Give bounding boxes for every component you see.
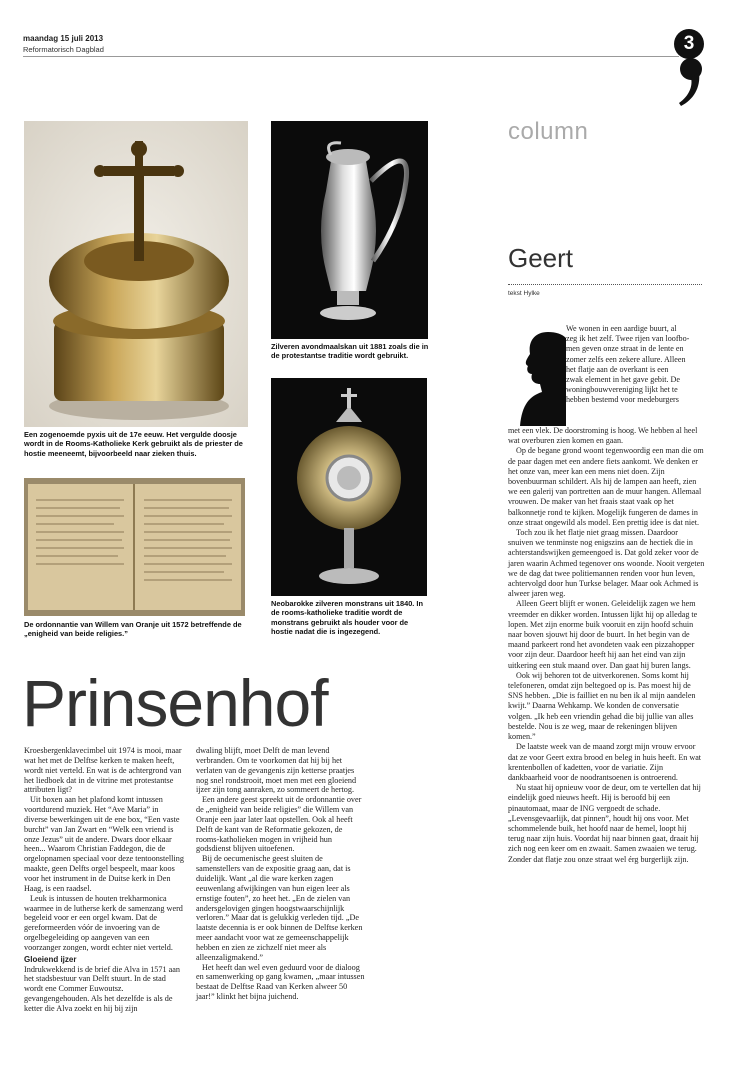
article-paragraph: Een andere geest spreekt uit de ordonnantie over de „enigheid van beide religies” die Willem van Oranje een jaar later laat opstellen. Ook al heeft Delft de kant van de Reformatie gekozen, de rooms-katholieken mogen in vrijheid hun godsdienst blijven uitoefenen.	[196, 795, 362, 854]
pyxis-photo	[24, 121, 248, 427]
article-paragraph: Het heeft dan wel even geduurd voor de dialoog en samenwerking op gang kwamen, „maar intussen bestaat de Delftse Raad van Kerken alweer 50 jaar!” klinkt het bijna juichend.	[196, 962, 365, 1002]
column-title: Geert	[508, 243, 574, 273]
ordinance-caption: De ordonnantie van Willem van Oranje uit 1572 betreffende de „enigheid van beide religies.”	[24, 620, 242, 639]
issue-date: maandag 15 juli 2013	[23, 34, 104, 43]
article-subhead: Gloeiend ijzer	[24, 954, 77, 964]
jug-photo	[271, 121, 428, 339]
article-paragraph: Uit boxen aan het plafond komt intussen voortdurend muziek. Het “Ave Maria” in diverse bewerkingen uit de ene box, “Een vaste burcht” van Jan Zwart en “Welk een vriend is onze Jezus” uit de andere. Dwars door elkaar heen... Waarom Christian Faddegon, die de orgelopnamen speciaal voor deze tentoonstelling maakte, geen Delfts orgel bespeelt, maar koos voor het instrument in de Duitse kerk in Den Haag, is een raadsel.	[24, 795, 184, 893]
article-headline: Prinsenhof	[22, 666, 328, 740]
column-paragraph: Nu staat hij opnieuw voor de deur, om te vertellen dat hij eindelijk goed nieuws heeft. Hij is beroofd bij een pinautomaat, maar de ING vergoedt de schade. „Levensgevaarlijk, dat pinnen”, houdt hij ons voor. Met schommelende buik, het hoofd naar de hemel, loopt hij terug naar zijn huis. Voordat hij naar binnen gaat, draait hij zich nog een keer om en zwaait. Samen zwaaien we terug. Zonder dat flatje zou onze straat wel érg burgerlijk zijn.	[508, 783, 701, 864]
column-line: het flatje aan de overkant is een	[566, 364, 669, 374]
article-column-1	[24, 746, 184, 1014]
column-line: hebben bestemd voor medeburgers	[566, 395, 679, 405]
column-line: We wonen in een aardige buurt, al	[566, 324, 677, 333]
column-line: woningbouwvereniging lijkt het te	[566, 385, 678, 395]
column-line: zeg ik het zelf. Twee rijen van loofbo-	[566, 334, 690, 344]
column-body	[508, 426, 705, 865]
author-silhouette-icon	[520, 330, 566, 426]
article-paragraph: Leuk is intussen de houten trekharmonica waarmee in de lutherse kerk de samenzang werd begeleid voor er een orgel kwam. Dat de gereformeerden vóór de invoering van de orgelbegeleiding op aangeven van een voorzanger zongen, wordt echter niet verteld.	[24, 893, 183, 952]
article-paragraph: dwaling blijft, moet Delft de man levend verbranden. Om te voorkomen dat hij bij het verlaten van de gevangenis zijn ketterse praatjes nog snel rondstrooit, moet men met een gloeiend ijzer zijn tong aanraken, zo sommeert de hertog.	[196, 746, 357, 795]
header-rule	[23, 56, 679, 57]
column-paragraph: De laatste week van de maand zorgt mijn vrouw ervoor dat ze voor Geert extra brood en beleg in huis heeft. En wat krentenbollen of kadetten, voor de variatie. Zijn dankbaarheid voor de noodrantsoenen is ontroerend.	[508, 742, 702, 782]
newspaper-name: Reformatorisch Dagblad	[23, 45, 104, 54]
column-paragraph: Toch zou ik het flatje niet graag missen. Daardoor snuiven we tenminste nog enigszins aan de hectiek die in achterstandswijken gemeengoed is. Dat gold zeker voor de jaren waarin Achmed tegenover ons woonde. Nooit vergeten we de dag dat twee politiemannen renden voor hun leven, achtervolgd door hun Turkse belager. Maar ook Achmed is alweer jaren weg.	[508, 528, 705, 599]
page-number: 3	[674, 29, 704, 59]
jug-caption: Zilveren avondmaalskan uit 1881 zoals die in de protestantse traditie wordt gebruikt.	[271, 342, 429, 361]
pyxis-caption: Een zogenoemde pyxis uit de 17e eeuw. Het vergulde doosje wordt in de Rooms-Katholieke Kerk gebruikt als de priester de hostie meeneemt, bijvoorbeeld naar zieken thuis.	[24, 430, 243, 458]
column-line: zwak element in het gave gebit. De	[566, 375, 680, 385]
article-column-2	[196, 746, 366, 1002]
column-paragraph: Op de begane grond woont tegenwoordig een man die om de paar dagen met een andere fiets aankomt. We denken er het onze van, meer kan een mens niet doen. Zijn bovenbuurman schildert. Als hij de lampen aan heeft, zien we een galerij van portretten aan de muur hangen. Allemaal vrouwen. De maker van het fraais staat vaak op het balkonnetje rond te kijken. Mogelijk fungeren de dames in onze straat ongewild als model. Een prettig idee is dat niet.	[508, 446, 704, 527]
article-paragraph: Kroesbergenklavecimbel uit 1974 is mooi, maar wat het met de Delftse kerken te maken heeft, wordt niet verteld. En wat is de achtergrond van het liedboek dat in de vitrine met protestantse attributen ligt?	[24, 746, 182, 795]
column-paragraph: Alleen Geert blijft er wonen. Geleidelijk zagen we hem vreemder en dikker worden. Intussen lijkt hij op alledag te lopen. Met zijn enorme buik vooruit en zijn hoofd schuin naar boven sjouwt hij door de buurt. In het begin van de maand parkeert rond het avondeten vaak een pizzahopper voor zijn deur. Daardoor heeft hij aan het eind van zijn uitkering een stuk maand over. Dan gaat hij buren langs.	[508, 599, 698, 670]
comma-logo-icon	[677, 58, 703, 108]
monstrance-photo	[271, 378, 427, 596]
article-paragraph: Bij de oecumenische geest sluiten de samenstellers van de expositie graag aan, dat is duidelijk. Want „al die ware kerken zagen eeuwenlang afwijkingen van hun eigen leer als ernstige fouten”, zo heet het. „En de zielen van andersgelovigen gingen hoogstwaarschijnlijk verloren.” Maar dat is gelukkig verleden tijd. „De laatste decennia is er ook binnen de Delftse kerken meer aandacht voor wat ze gemeenschappelijk hebben en zien ze zichzelf niet meer als alleenzaligmakend.”	[196, 854, 363, 962]
column-line: zomer zelfs een zekere allure. Alleen	[566, 354, 686, 364]
column-intro-lines	[566, 324, 706, 406]
column-divider	[508, 284, 702, 285]
column-line: men geven onze straat in de lente en	[566, 344, 684, 354]
ordinance-photo	[24, 478, 245, 616]
monstrance-caption: Neobarokke zilveren monstrans uit 1840. In de rooms-katholieke traditie wordt de monstrans gebruikt als houder voor de hostie nadat die is ingezegend.	[271, 599, 423, 636]
column-author: tekst Hylke	[508, 290, 540, 297]
column-label: column	[508, 118, 589, 145]
column-paragraph: Ook wij behoren tot de uitverkorenen. Soms komt hij telefoneren, omdat zijn beltegoed op is. Pas moest hij de SNS hebben. „Die is failliet en nu ben ik al mijn aandelen kwijt.” Daarna Wehkamp. We konden de conversatie volgen. „Ik heb een vriendin gehad die bij jullie van alles bestelde. Nou is ze weg, maar de rekeningen blijven komen.”	[508, 670, 696, 742]
article-paragraph: Indrukwekkend is de brief die Alva in 1571 aan het stadsbestuur van Delft stuurt. In de stad wordt ene Commer Euwoutsz. gevangengehouden. Als het dezelfde is als de ketter die Alva zoekt en hij bij zijn	[24, 964, 180, 1013]
column-paragraph: met een vlek. De doorstroming is hoog. We hebben al heel wat overburen zien komen en gaan.	[508, 426, 698, 446]
